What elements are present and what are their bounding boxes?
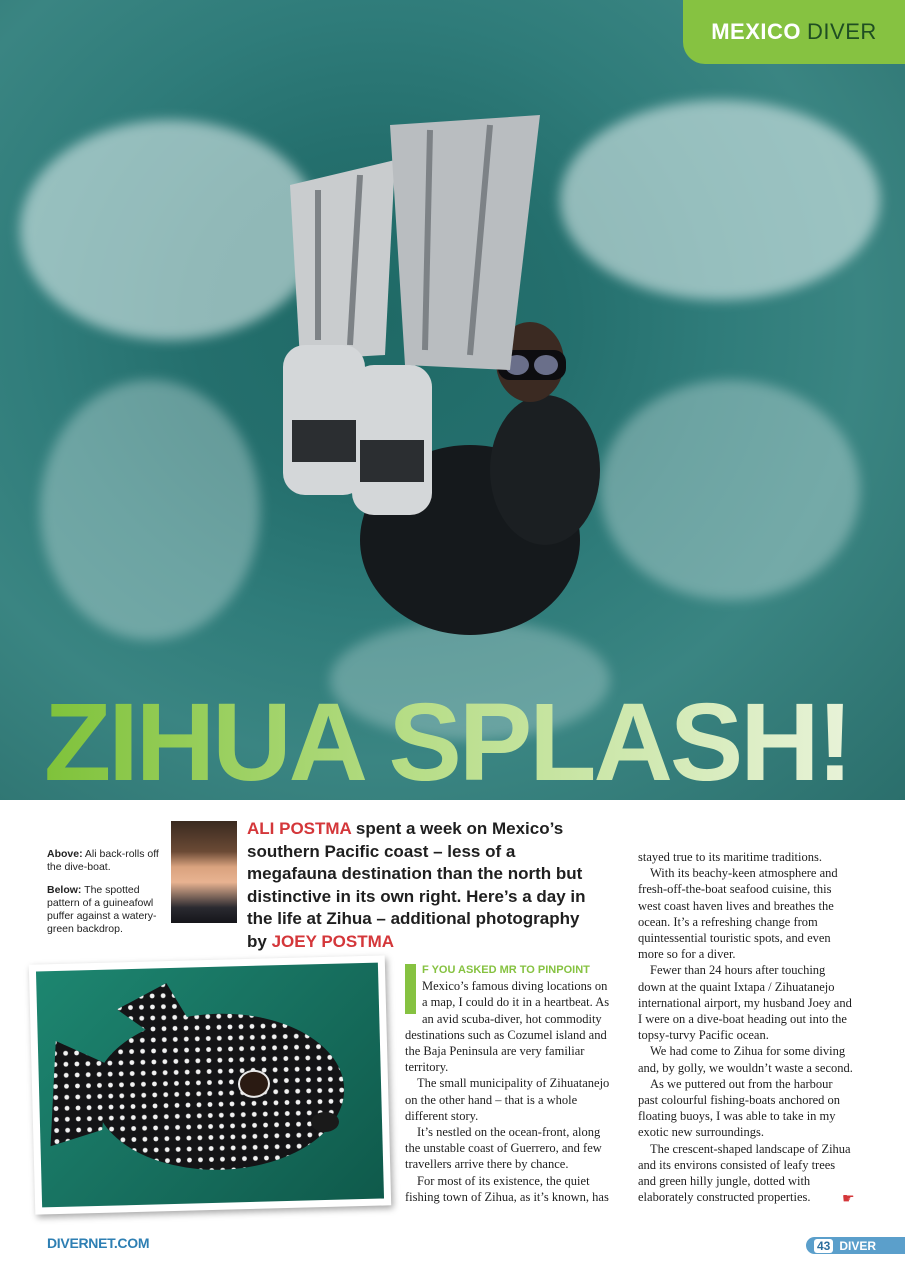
caption-above: Above: Ali back-rolls off the dive-boat. — [47, 848, 159, 873]
body-column-2 — [638, 849, 853, 1205]
paragraph: With its beachy-keen atmosphere and fresh-off-the-boat seafood cuisine, this west coast haven lives and breathes the ocean. It’s a refreshing change from quintessential touristic spots, and even more so for a diver. — [638, 866, 838, 962]
paragraph: The small municipality of Zihuatanejo on the other hand – that is a whole different story. — [405, 1076, 610, 1123]
continue-hand-icon: ☛ — [842, 1191, 855, 1207]
magazine-name: DIVER — [839, 1238, 877, 1253]
paragraph: It’s nestled on the ocean-front, along the unstable coast of Guerrero, and few travellers arrive there by chance. — [405, 1125, 602, 1172]
lead-in: F YOU ASKED MR TO PINPOINT — [422, 964, 590, 976]
site-url: DIVERNET.COM — [47, 1235, 150, 1251]
headline: ZIHUA SPLASH! — [44, 681, 851, 800]
section-label: DIVER — [807, 19, 877, 44]
puffer-photo — [29, 955, 391, 1214]
paragraph: Fewer than 24 hours after touching down at the quaint Ixtapa / Zihuatanejo international airport, my husband Joey and I were on a dive-boat heading out into the topsy-turvy Pacific ocean. — [638, 963, 852, 1043]
page-number: 43 — [814, 1239, 833, 1253]
caption-below: Below: The spotted pattern of a guineafowl puffer against a watery-green backdrop. — [47, 884, 157, 935]
paragraph: Mexico’s famous diving locations on a map, I could do it in a heartbeat. As an avid scuba-diver, hot commodity destinations such as Cozumel island and the Baja Peninsula are very familiar territory. — [405, 979, 610, 1075]
section-label-bold: MEXICO — [711, 19, 802, 44]
paragraph: stayed true to its maritime traditions. — [638, 850, 822, 864]
body-column-1 — [405, 962, 615, 1205]
paragraph: We had come to Zihua for some diving and, by golly, we wouldn’t waste a second. — [638, 1044, 853, 1075]
section-tab — [683, 0, 905, 64]
author-portrait — [171, 821, 237, 923]
author-name: ALI POSTMA — [247, 819, 352, 838]
photo-captions — [47, 848, 159, 946]
drop-cap — [405, 964, 416, 1014]
paragraph: For most of its existence, the quiet fishing town of Zihua, as it’s known, has — [405, 1173, 609, 1204]
puffer-fish-illustration — [36, 963, 384, 1208]
paragraph: The crescent-shaped landscape of Zihua and its environs consisted of leafy trees and green hilly jungle, dotted with elaborately constructed properties. — [638, 1141, 851, 1205]
puffer-photo-image — [36, 963, 384, 1208]
photographer-name: JOEY POSTMA — [271, 931, 395, 951]
paragraph: As we puttered out from the harbour past colourful fishing-boats anchored on floating buoys, I was able to take in my exotic new surroundings. — [638, 1076, 841, 1140]
intro-standfirst — [247, 818, 597, 953]
page-folio — [806, 1237, 905, 1254]
intro-text: spent a week on Mexico’s southern Pacific coast – less of a megafauna destination than the north but distinctive in its own right. Here’s a day in the life at Zihua – additional photography by — [247, 819, 586, 951]
